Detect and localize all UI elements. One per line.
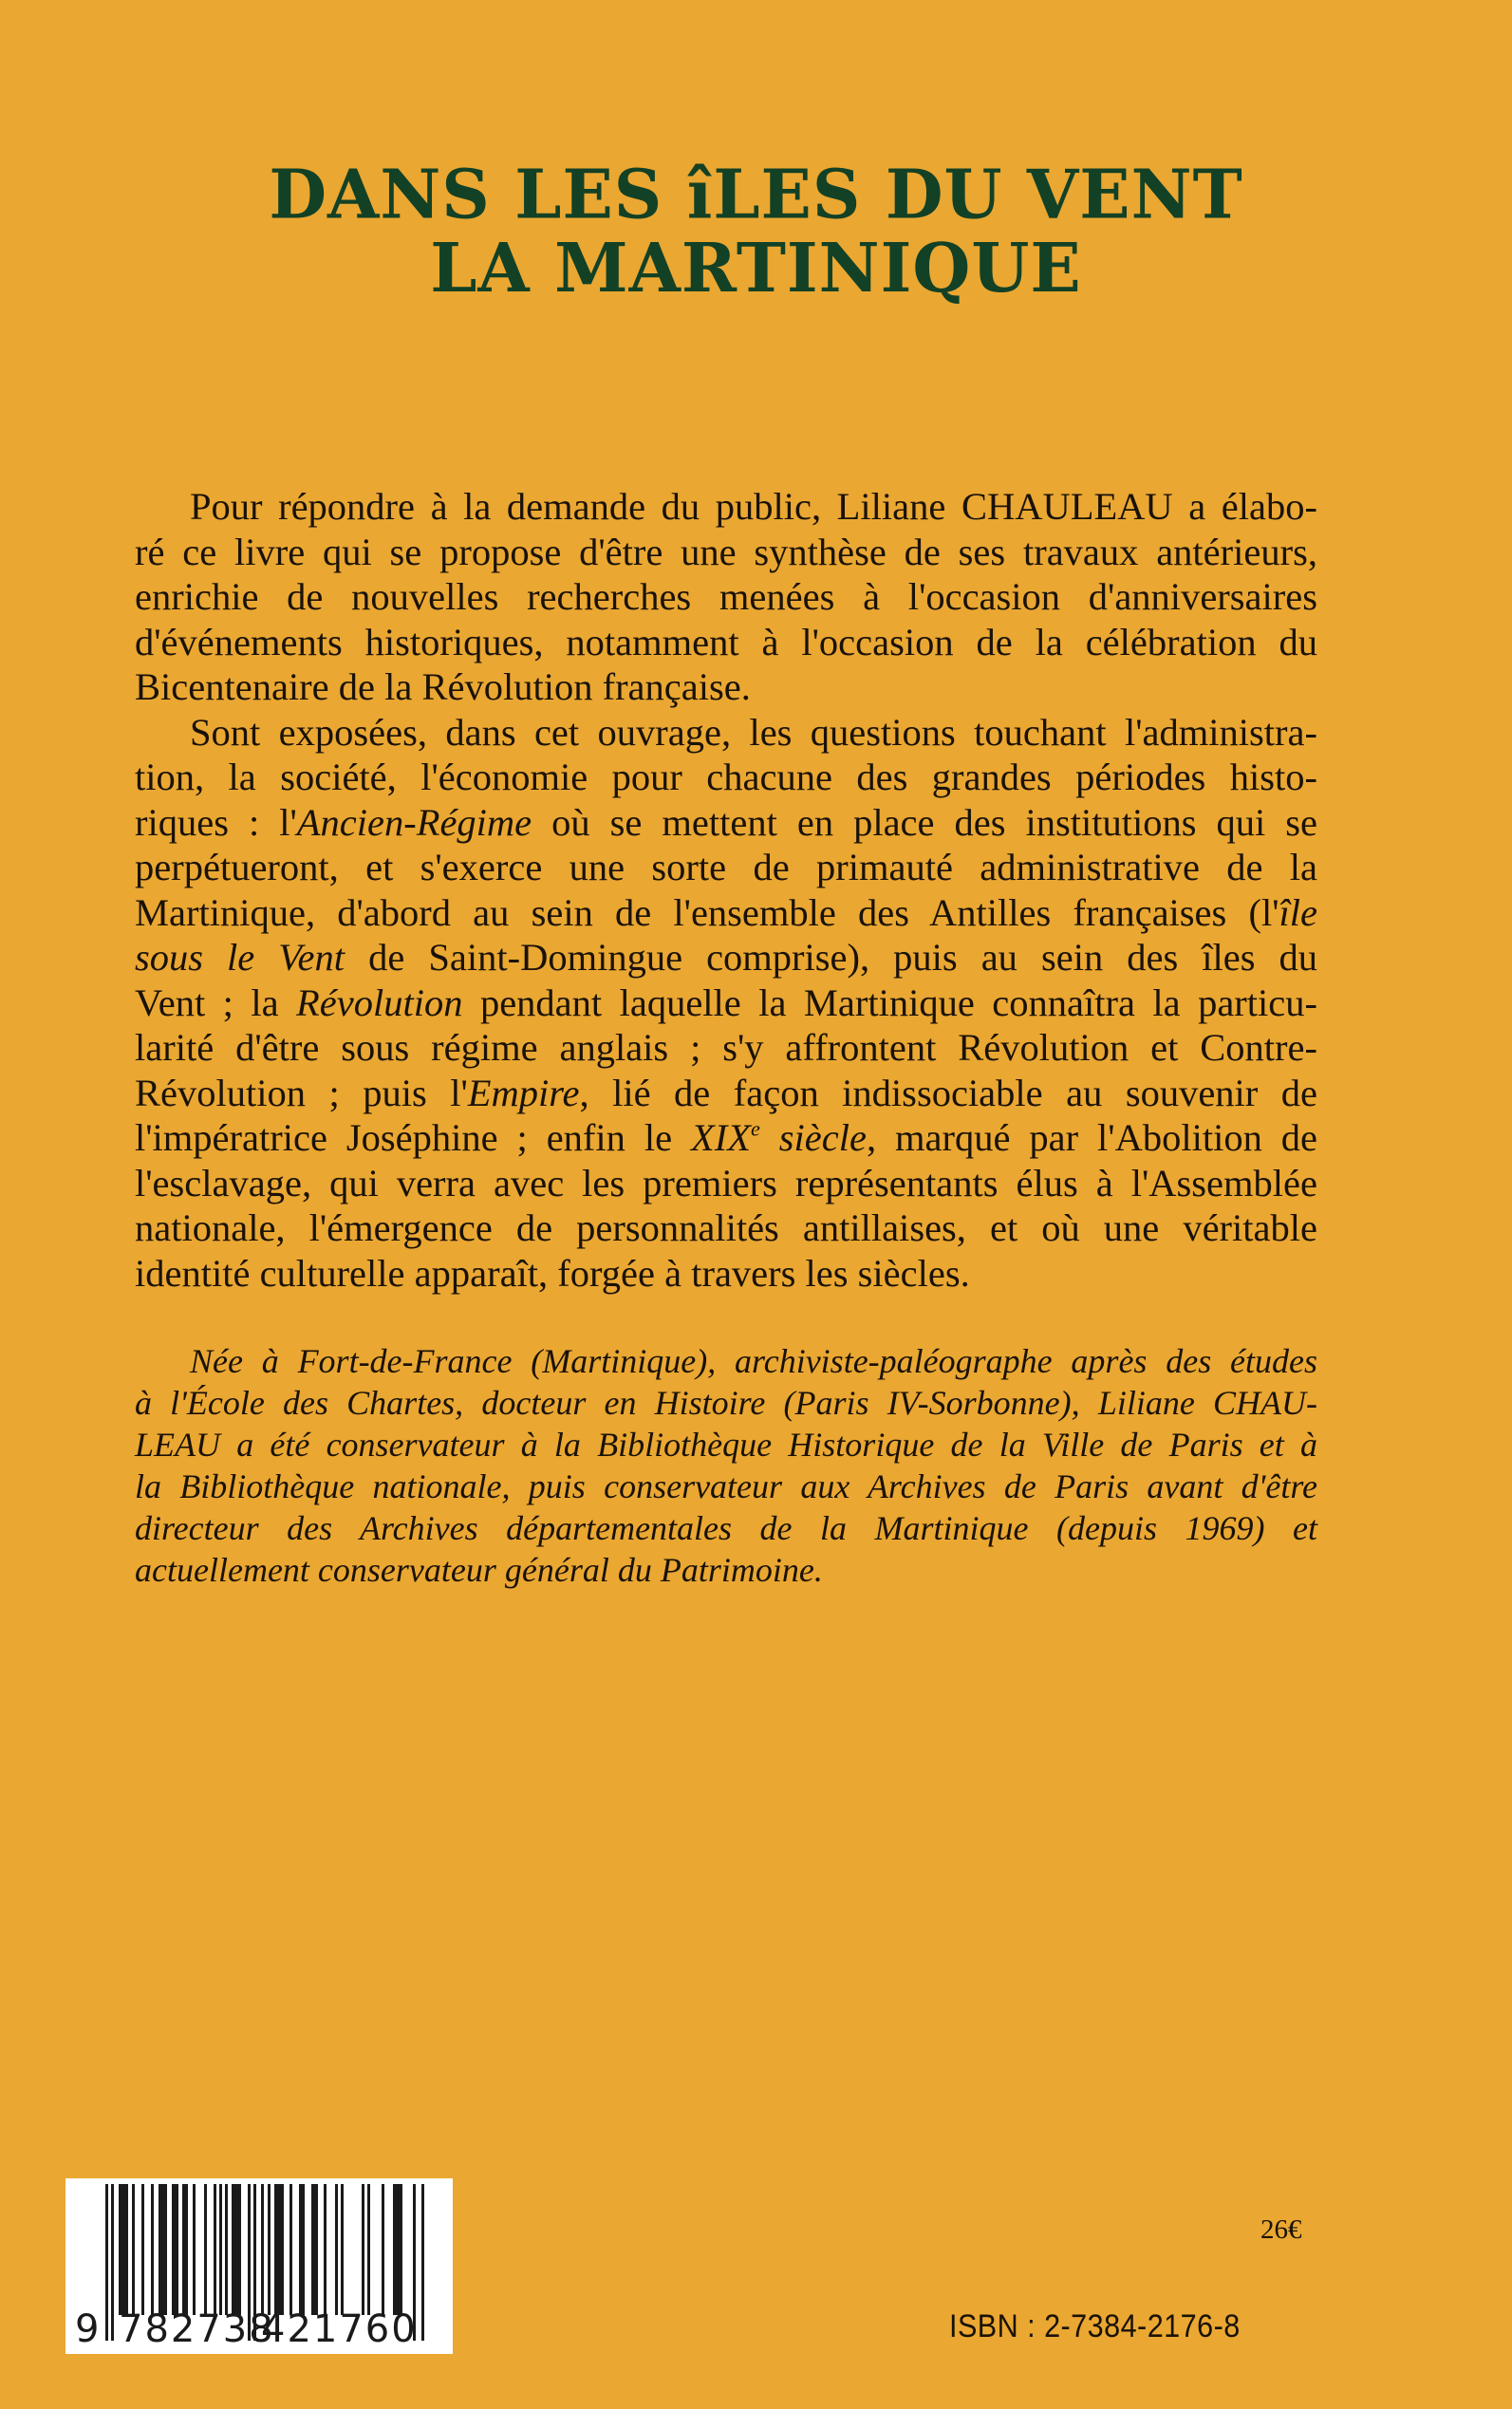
emphasis-sous-le-vent: sous le Vent bbox=[135, 936, 345, 979]
description-line: l'esclavage, qui verra avec les premiers représentants élus à l'Assemblée bbox=[135, 1161, 1317, 1204]
description-line: riques : l'Ancien-Régime où se mettent en place des institutions qui se bbox=[135, 800, 1317, 844]
author-bio bbox=[135, 1340, 1317, 1591]
description-line: nationale, l'émergence de personnalités antillaises, et où une véritable bbox=[135, 1206, 1317, 1249]
price: 26€ bbox=[1260, 2214, 1302, 2245]
bio-line: Née à Fort-de-France (Martinique), archiviste-paléographe après des études bbox=[190, 1342, 1317, 1380]
description-line: Bicentenaire de la Révolution française. bbox=[135, 665, 751, 708]
bio-line: actuellement conservateur général du Patrimoine. bbox=[135, 1551, 823, 1589]
emphasis-ancien-regime: Ancien-Régime bbox=[296, 800, 532, 844]
description-line: l'impératrice Joséphine ; enfin le XIXe siècle, marqué par l'Abolition de bbox=[135, 1116, 1318, 1159]
description-line: enrichie de nouvelles recherches menées à l'occasion d'anniversaires bbox=[135, 575, 1317, 618]
barcode bbox=[65, 2178, 453, 2354]
description-line: identité culturelle apparaît, forgée à travers les siècles. bbox=[135, 1251, 970, 1295]
description-line: larité d'être sous régime anglais ; s'y affrontent Révolution et Contre- bbox=[135, 1026, 1317, 1069]
isbn: ISBN : 2-7384-2176-8 bbox=[949, 2308, 1241, 2344]
bio-line: LEAU a été conservateur à la Bibliothèque Historique de la Ville de Paris et à bbox=[135, 1426, 1317, 1464]
description-line: Pour répondre à la demande du public, Liliane CHAULEAU a élabo- bbox=[190, 485, 1317, 528]
description-line: d'événements historiques, notamment à l'occasion de la célébration du bbox=[135, 620, 1317, 663]
description-line: tion, la société, l'économie pour chacune des grandes périodes histo- bbox=[135, 756, 1317, 798]
description-line: Martinique, d'abord au sein de l'ensemble des Antilles françaises (l'île bbox=[135, 890, 1317, 934]
description-line: ré ce livre qui se propose d'être une synthèse de ses travaux antérieurs, bbox=[135, 530, 1317, 573]
emphasis-xix-siecle: XIXe siècle bbox=[691, 1116, 867, 1159]
bio-line: la Bibliothèque nationale, puis conservateur aux Archives de Paris avant d'être bbox=[135, 1467, 1317, 1505]
emphasis-empire: Empire bbox=[467, 1071, 580, 1114]
title-line-1: DANS LES îLES DU VENT bbox=[269, 154, 1243, 235]
emphasis-revolution: Révolution bbox=[296, 980, 463, 1024]
book-description bbox=[135, 484, 1317, 1296]
barcode-number: 9 782738 421760 bbox=[75, 2307, 418, 2351]
title-line-2: LA MARTINIQUE bbox=[430, 227, 1082, 308]
book-title bbox=[0, 154, 1512, 308]
bio-line: à l'École des Chartes, docteur en Histoire (Paris IV-Sorbonne), Liliane CHAU- bbox=[135, 1384, 1317, 1422]
description-line: Vent ; la Révolution pendant laquelle la Martinique connaîtra la particu- bbox=[135, 980, 1317, 1024]
description-line: Révolution ; puis l'Empire, lié de façon indissociable au souvenir de bbox=[135, 1071, 1317, 1114]
description-line: perpétueront, et s'exerce une sorte de primauté administrative de la bbox=[135, 846, 1317, 888]
description-line: sous le Vent de Saint-Domingue comprise), puis au sein des îles du bbox=[135, 936, 1318, 979]
description-line: Sont exposées, dans cet ouvrage, les questions touchant l'administra- bbox=[190, 710, 1317, 754]
bio-line: directeur des Archives départementales de la Martinique (depuis 1969) et bbox=[135, 1509, 1317, 1547]
